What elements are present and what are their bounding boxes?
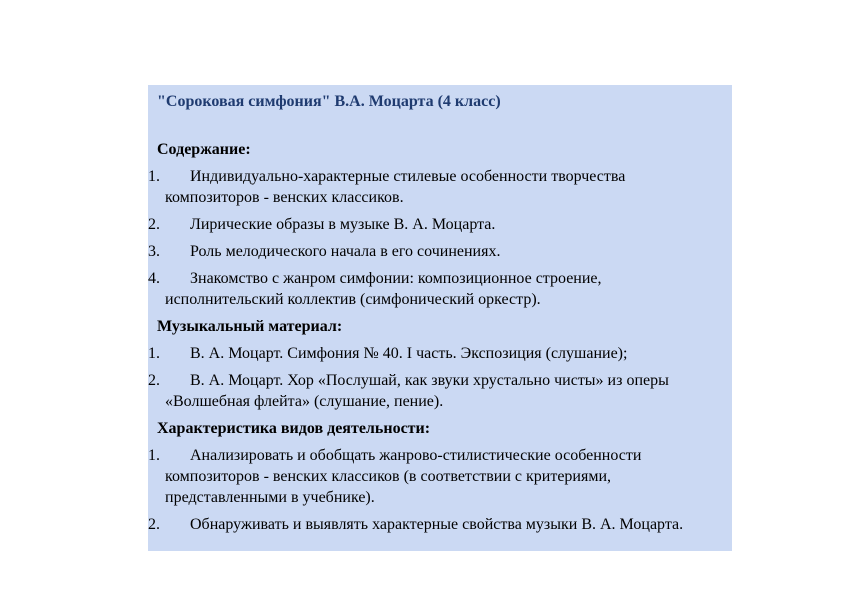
content-block	[148, 85, 732, 551]
list-item	[148, 343, 718, 364]
list-item-text: Обнаруживать и выявлять характерные свойства музыки В. А. Моцарта.	[190, 516, 684, 533]
list-item-number: 1.	[148, 345, 160, 362]
list-item-text: Роль мелодического начала в его сочинениях.	[190, 243, 501, 260]
list-item-number: 2.	[148, 216, 160, 233]
list-item	[148, 241, 718, 262]
list-item	[148, 166, 718, 208]
list-item-number: 4.	[148, 270, 160, 287]
list-item-text: Лирические образы в музыке В. А. Моцарта.	[190, 216, 496, 233]
blank-line	[148, 112, 718, 134]
list-item-number: 1.	[148, 168, 160, 185]
list-item-text: Индивидуально-характерные стилевые особенности творчества композиторов - венских классиков.	[165, 168, 626, 206]
list-item-number: 2.	[148, 372, 160, 389]
list-item-number: 1.	[148, 447, 160, 464]
list-item-number: 3.	[148, 243, 160, 260]
activity-characteristics-list	[148, 445, 718, 535]
section-heading-activity-characteristics: Характеристика видов деятельности:	[157, 420, 431, 437]
list-item-text: В. А. Моцарт. Хор «Послушай, как звуки хрустально чисты» из оперы «Волшебная флейта» (слушание, пение).	[165, 372, 669, 410]
list-item	[148, 514, 718, 535]
list-item	[148, 268, 718, 310]
list-item-text: Анализировать и обобщать жанрово-стилистические особенности композиторов - венских классиков (в соответствии с критериями, представленными в учебнике).	[165, 447, 642, 506]
list-item	[148, 445, 718, 508]
list-item-text: В. А. Моцарт. Симфония № 40. I часть. Экспозиция (слушание);	[190, 345, 628, 362]
document-title: "Сороковая симфония" В.А. Моцарта (4 класс)	[157, 93, 501, 110]
section-heading-musical-material: Музыкальный материал:	[157, 318, 343, 335]
list-item-number: 2.	[148, 516, 160, 533]
musical-material-list	[148, 343, 718, 412]
list-item	[148, 214, 718, 235]
contents-list	[148, 166, 718, 310]
section-heading-contents: Содержание:	[157, 141, 251, 158]
list-item	[148, 370, 718, 412]
list-item-text: Знакомство с жанром симфонии: композиционное строение, исполнительский коллектив (симфонический оркестр).	[165, 270, 602, 308]
